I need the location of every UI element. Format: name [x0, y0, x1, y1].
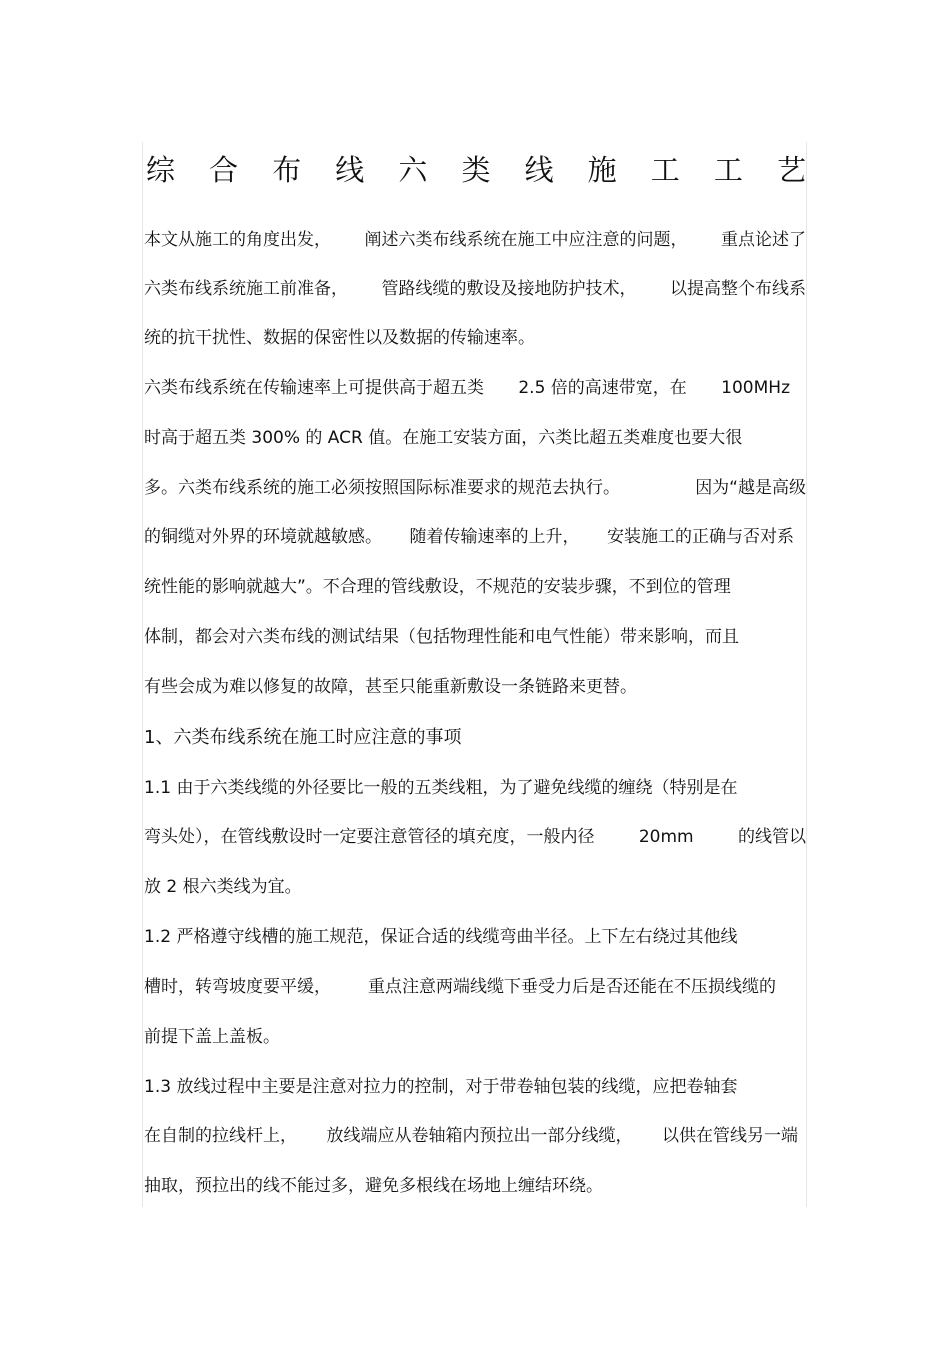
- text-segment: 重点论述了: [721, 230, 806, 250]
- text-segment: 1.1 由于六类线缆的外径要比一般的五类线粗，为了避免线缆的缠绕（特别是在: [144, 778, 738, 798]
- body-text-line: [144, 1022, 806, 1052]
- text-segment: 的铜缆对外界的环境就越敏感。: [144, 527, 382, 547]
- text-segment: 以提高整个布线系: [670, 279, 806, 299]
- page-frame-right-border: [806, 142, 807, 1207]
- title-char: 综: [146, 153, 176, 187]
- text-segment: 放 2 根六类线为宜。: [144, 877, 302, 897]
- body-text-line: [144, 572, 806, 602]
- body-text-line: [144, 822, 806, 852]
- document-title: [146, 150, 806, 190]
- text-segment: 时高于超五类 300% 的 ACR 值。在施工安装方面，六类比超五类难度也要大很: [144, 428, 743, 448]
- text-segment: 多。六类布线系统的施工必须按照国际标准要求的规范去执行。: [144, 478, 620, 498]
- text-segment: 管路线缆的敷设及接地防护技术，: [381, 279, 637, 299]
- title-char: 类: [461, 153, 491, 187]
- text-segment: 重点注意两端线缆下垂受力后是否还能在不压损线缆的: [368, 977, 776, 997]
- text-segment: 在自制的拉线杆上，: [144, 1126, 297, 1146]
- text-segment: 统的抗干扰性、数据的保密性以及数据的传输速率。: [144, 328, 535, 348]
- text-segment: 体制，都会对六类布线的测试结果（包括物理性能和电气性能）带来影响，而且: [144, 627, 739, 647]
- title-char: 线: [524, 153, 554, 187]
- body-text-line: [144, 274, 806, 304]
- body-text-line: [144, 1072, 806, 1102]
- title-char: 工: [650, 153, 680, 187]
- text-segment: 阐述六类布线系统在施工中应注意的问题，: [364, 230, 688, 250]
- text-segment: 100MHz: [721, 378, 790, 398]
- text-segment: 因为“越是高级: [695, 478, 806, 498]
- text-segment: 随着传输速率的上升，: [409, 527, 580, 547]
- body-text-line: [144, 1121, 798, 1151]
- body-text-line: [144, 225, 806, 255]
- title-char: 施: [587, 153, 617, 187]
- text-segment: 有些会成为难以修复的故障，甚至只能重新敷设一条链路来更替。: [144, 677, 637, 697]
- title-char: 线: [335, 153, 365, 187]
- text-segment: 的线管以: [737, 827, 806, 847]
- body-text-line: [144, 872, 806, 902]
- body-text-line: [144, 522, 794, 552]
- body-text-line: [144, 773, 806, 803]
- title-char: 艺: [776, 153, 806, 187]
- body-text-line: [144, 922, 806, 952]
- text-segment: 1.2 严格遵守线槽的施工规范，保证合适的线缆弯曲半径。上下左右绕过其他线: [144, 927, 738, 947]
- title-char: 工: [713, 153, 743, 187]
- body-text-line: [144, 373, 790, 403]
- title-char: 六: [398, 153, 428, 187]
- text-segment: 以供在管线另一端: [662, 1126, 798, 1146]
- page-frame-left-border: [142, 142, 143, 1207]
- body-text-line: [144, 1171, 806, 1201]
- text-segment: 六类布线系统在传输速率上可提供高于超五类: [144, 378, 484, 398]
- body-text-line: [144, 622, 806, 652]
- body-text-line: [144, 473, 806, 503]
- text-segment: 1、六类布线系统在施工时应注意的事项: [144, 727, 462, 748]
- text-segment: 弯头处），在管线敷设时一定要注意管径的填充度，一般内径: [144, 827, 595, 847]
- text-segment: 本文从施工的角度出发，: [144, 230, 331, 250]
- text-segment: 槽时，转弯坡度要平缓，: [144, 977, 331, 997]
- text-segment: 安装施工的正确与否对系: [607, 527, 794, 547]
- title-char: 合: [209, 153, 239, 187]
- text-segment: 1.3 放线过程中主要是注意对拉力的控制，对于带卷轴包装的线缆，应把卷轴套: [144, 1077, 738, 1097]
- text-segment: 前提下盖上盖板。: [144, 1027, 280, 1047]
- title-char: 布: [272, 153, 302, 187]
- body-text-line: [144, 423, 806, 453]
- text-segment: 2.5 倍的高速带宽，在: [518, 378, 687, 398]
- text-segment: 放线端应从卷轴箱内预拉出一部分线缆，: [326, 1126, 633, 1146]
- text-segment: 统性能的影响就越大”。不合理的管线敷设，不规范的安装步骤，不到位的管理: [144, 577, 731, 597]
- text-segment: 抽取，预拉出的线不能过多，避免多根线在场地上缠结环绕。: [144, 1176, 603, 1196]
- body-text-line: [144, 672, 806, 702]
- text-segment: 六类布线系统施工前准备，: [144, 279, 348, 299]
- text-segment: 20mm: [638, 827, 694, 847]
- body-text-line: [144, 972, 776, 1002]
- section-heading: [144, 723, 806, 753]
- body-text-line: [144, 323, 806, 353]
